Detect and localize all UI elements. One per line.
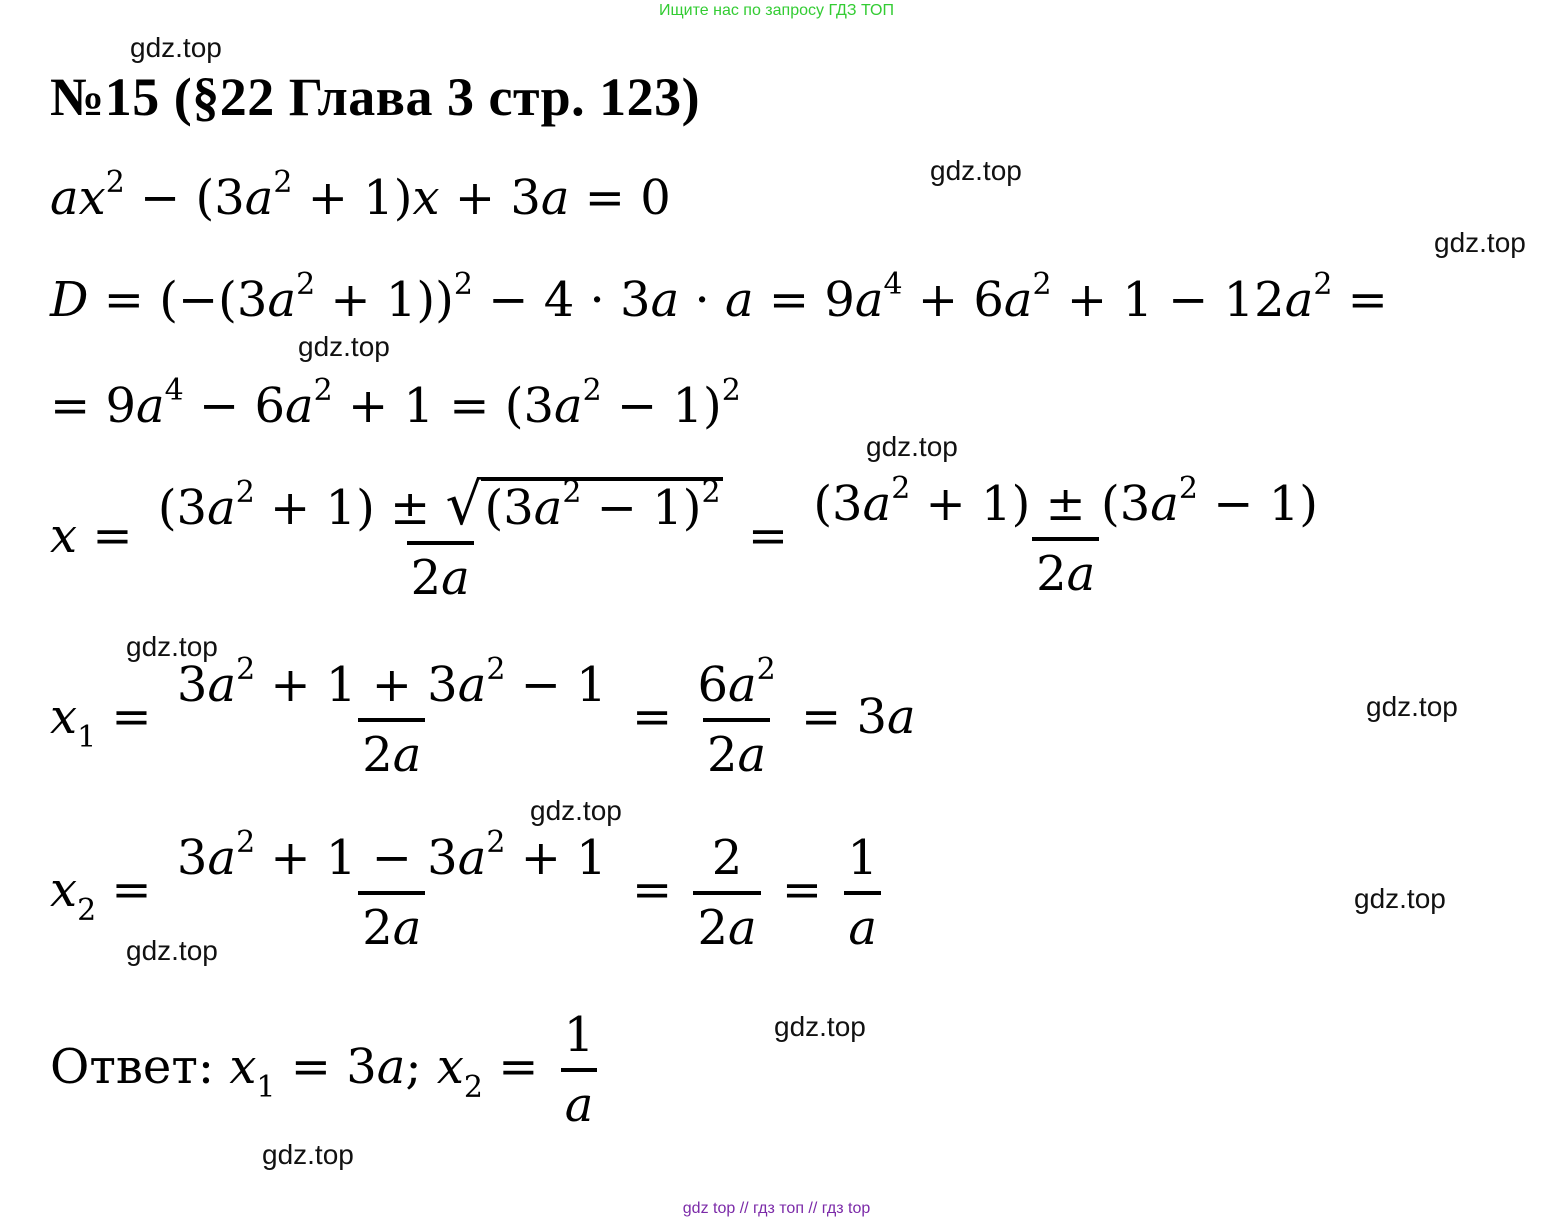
watermark: gdz.top: [126, 631, 218, 662]
watermark: gdz.top: [1354, 883, 1446, 914]
fraction: $(3a^2 + 1)$ ± √ $(3a^2 - 1)^2$ 2a: [157, 470, 721, 607]
fraction: $\frac{(3a^2 + 1) \pm (3a^2 - 1)}{2a}$: [813, 471, 1319, 603]
fraction: $\frac{1}{a}$: [560, 1010, 599, 1131]
root-x1: $x_1$ = $\frac{3a^2 + 1 + 3a^2 - 1}{2a}$ = $\frac{6a^2}{2a}$ = 3a: [50, 652, 916, 784]
fraction: $\frac{3a^2 + 1 + 3a^2 - 1}{2a}$: [176, 652, 607, 784]
fraction: $\frac{1}{a}$: [843, 833, 882, 954]
watermark: gdz.top: [1366, 691, 1458, 722]
top-banner[interactable]: Ищите нас по запросу ГДЗ ТОП: [659, 2, 894, 19]
watermark: gdz.top: [930, 155, 1022, 186]
discriminant-continuation: = $9a^4 - 6a^2 + 1 = (3a^2 - 1)^2$: [50, 373, 741, 434]
page-title: №15 (§22 Глава 3 стр. 123): [50, 67, 701, 127]
answer-line: Ответ: $x_1 = 3a$; $x_2$ = $\frac{1}{a}$: [50, 1010, 604, 1131]
fraction: $\frac{2}{2a}$: [693, 833, 760, 954]
roots-formula: x = $(3a^2 + 1)$ ± √ $(3a^2 - 1)^2$ 2a = $\frac{(3a^2 + 1) \pm (3a^2 - 1)}{2a}$: [50, 475, 1328, 604]
watermark: gdz.top: [130, 32, 222, 63]
watermark: gdz.top: [262, 1139, 354, 1170]
bottom-banner[interactable]: gdz top // гдз топ // гдз top: [682, 1200, 871, 1217]
root-x2: $x_2$ = $\frac{3a^2 + 1 - 3a^2 + 1}{2a}$ = $\frac{2}{2a}$ = $\frac{1}{a}$: [50, 833, 888, 954]
watermark: gdz.top: [530, 795, 622, 826]
watermark: gdz.top: [774, 1011, 866, 1042]
fraction: $\frac{6a^2}{2a}$: [697, 652, 776, 784]
watermark: gdz.top: [298, 331, 390, 362]
fraction: $\frac{3a^2 + 1 - 3a^2 + 1}{2a}$: [176, 825, 607, 957]
discriminant-line: $D = (-(3a^2 + 1))^2 - 4 \cdot 3a \cdot a = 9a^4 + 6a^2 + 1 - 12a^2$ =: [50, 267, 1388, 328]
answer-label: Ответ:: [50, 1038, 215, 1095]
watermark: gdz.top: [866, 431, 958, 462]
equation-line: $ax^2 - (3a^2 + 1)x + 3a = 0$: [50, 165, 671, 226]
watermark: gdz.top: [1434, 227, 1526, 258]
watermark: gdz.top: [126, 935, 218, 966]
